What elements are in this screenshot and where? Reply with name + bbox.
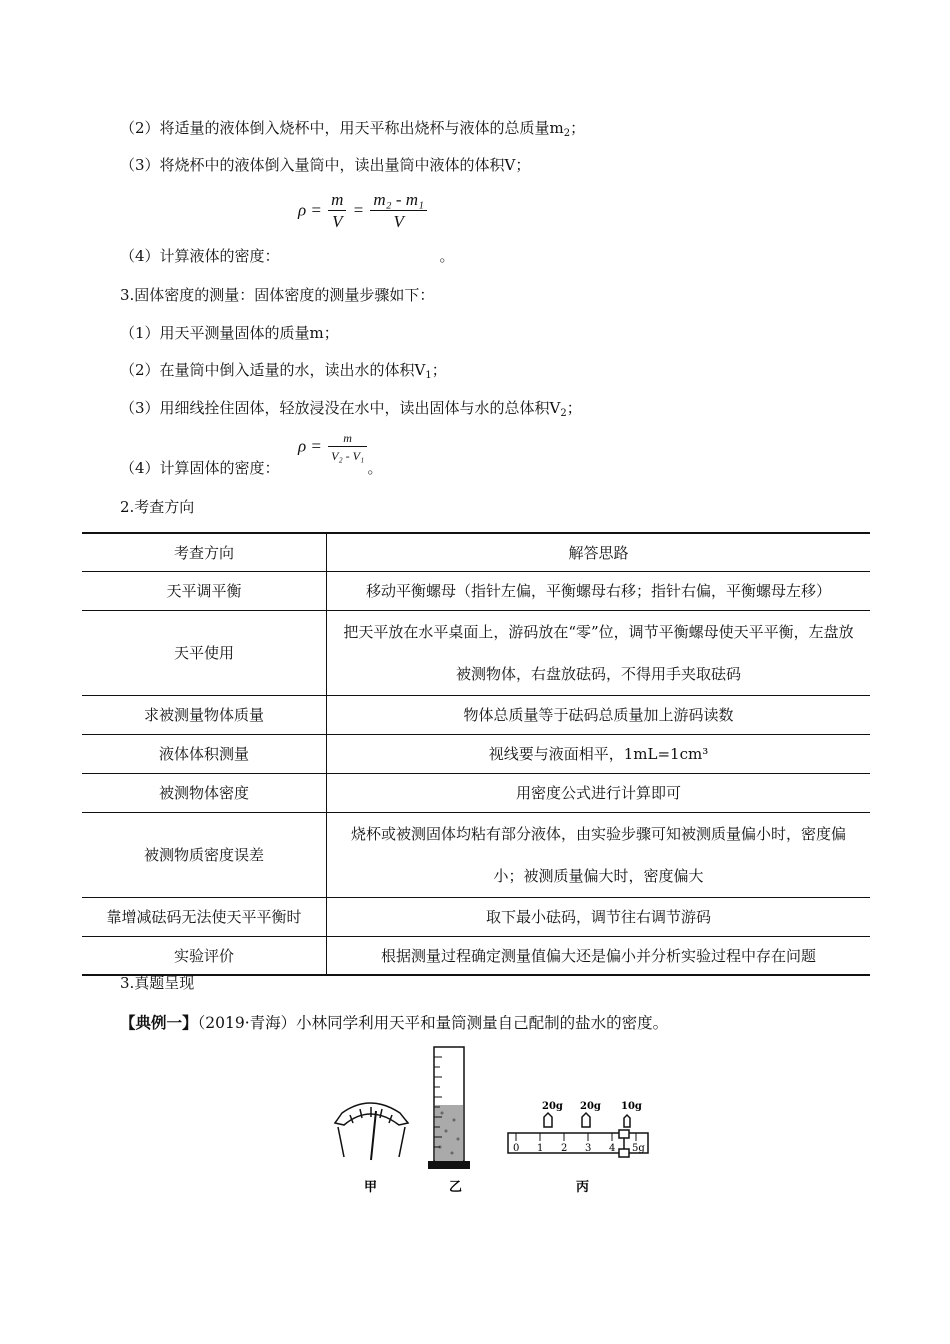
ruler-tick-label: 2 xyxy=(561,1143,568,1154)
table-header-row xyxy=(82,533,870,571)
direction-table xyxy=(82,532,870,976)
solid-step-4-end: 。 xyxy=(367,459,383,477)
weight-label: 20g xyxy=(580,1101,601,1112)
liquid-density-formula xyxy=(298,190,429,233)
solid-step-4 xyxy=(120,458,383,478)
liquid-step-4 xyxy=(120,246,455,266)
table-cell: 用密度公式进行计算即可 xyxy=(515,784,681,802)
liquid-step-2-text: （2）将适量的液体倒入烧杯中，用天平称出烧杯与液体的总质量 xyxy=(120,119,550,137)
label-bing: 丙 xyxy=(576,1180,590,1195)
liquid-step-2-var: m xyxy=(549,119,564,137)
liquid-step-3: （3）将烧杯中的液体倒入量筒中，读出量筒中液体的体积V； xyxy=(120,156,531,174)
fraction-numerator-3: m xyxy=(328,430,367,447)
ruler-tick-label: 4 xyxy=(609,1143,616,1154)
solid-step-3-text: （3）用细线拴住固体，轻放浸没在水中，读出固体与水的总体积V xyxy=(120,399,561,417)
table-row xyxy=(82,695,870,734)
solid-step-3-end: ； xyxy=(566,399,582,417)
fraction-numerator-2: m₂ - m₁ xyxy=(370,190,427,211)
fraction-numerator: m xyxy=(328,190,346,211)
table-row xyxy=(82,773,870,812)
real-heading: 3.真题呈现 xyxy=(120,974,195,992)
solid-step-2-sub: 1 xyxy=(425,370,432,381)
example-text: （2019·青海）小林同学利用天平和量筒测量自己配制的盐水的密度。 xyxy=(197,1014,669,1032)
solid-step-3 xyxy=(120,398,582,424)
ruler-tick-label: 1 xyxy=(537,1143,544,1154)
solid-step-4-text: （4）计算固体的密度： xyxy=(120,459,280,477)
liquid-step-4-end: 。 xyxy=(439,247,455,265)
direction-heading: 2.考查方向 xyxy=(120,498,195,516)
formula-rho-2: ρ = xyxy=(298,436,322,456)
table-row xyxy=(82,897,870,936)
table-cell: 被测物体密度 xyxy=(82,773,327,812)
liquid-step-4-text: （4）计算液体的密度： xyxy=(120,247,280,265)
fraction-denominator-3: V₂ - V₁ xyxy=(331,449,365,463)
weights-and-ruler-diagram xyxy=(508,1101,648,1157)
table-cell: 烧杯或被测固体均粘有部分液体，由实验步骤可知被测质量偏小时，密度偏小；被测质量偏大时，密度偏大 xyxy=(350,824,846,885)
fraction-mass-difference xyxy=(370,190,427,233)
table-cell: 天平调平衡 xyxy=(82,571,327,610)
solid-step-2 xyxy=(120,360,447,386)
table-cell: 实验评价 xyxy=(82,936,327,975)
solid-step-3-sub: 2 xyxy=(560,408,567,419)
table-cell: 视线要与液面相平，1mL=1cm³ xyxy=(488,745,709,763)
fraction-denominator-2: V xyxy=(393,212,404,231)
fraction-denominator: V xyxy=(332,212,343,231)
table-row xyxy=(82,936,870,975)
table-cell: 物体总质量等于砝码总质量加上游码读数 xyxy=(463,706,734,724)
ruler-tick-label: 3 xyxy=(585,1143,592,1154)
example-tag: 【典例一】 xyxy=(120,1013,198,1032)
liquid-step-2-end: ； xyxy=(570,119,586,137)
table-cell: 靠增减砝码无法使天平平衡时 xyxy=(82,897,327,936)
label-yi: 乙 xyxy=(449,1180,463,1195)
solid-step-2-text: （2）在量筒中倒入适量的水，读出水的体积V xyxy=(120,361,426,379)
table-cell: 液体体积测量 xyxy=(82,734,327,773)
experiment-figure xyxy=(330,1045,660,1195)
table-row xyxy=(82,812,870,897)
table-row xyxy=(82,610,870,695)
balance-pointer-diagram xyxy=(335,1103,408,1160)
fraction-m-over-v xyxy=(328,190,346,233)
table-header-cell: 解答思路 xyxy=(568,543,629,562)
label-jia: 甲 xyxy=(364,1180,378,1195)
formula-rho: ρ = xyxy=(298,200,322,220)
solid-heading: 3.固体密度的测量：固体密度的测量步骤如下： xyxy=(120,286,435,304)
table-cell: 把天平放在水平桌面上，游码放在“零”位，调节平衡螺母使天平平衡，左盘放被测物体，右盘放砝码，不得用手夹取砝码 xyxy=(343,622,854,683)
liquid-step-2 xyxy=(120,118,585,144)
table-cell: 天平使用 xyxy=(82,610,327,695)
liquid-step-2-sub: 2 xyxy=(563,128,571,139)
example-line xyxy=(120,1013,668,1033)
table-row xyxy=(82,734,870,773)
weight-label: 10g xyxy=(621,1101,642,1112)
formula-equals: = xyxy=(352,200,365,220)
table-row xyxy=(82,571,870,610)
ruler-tick-label: 5g xyxy=(632,1143,645,1154)
table-cell: 取下最小砝码，调节往右调节游码 xyxy=(485,908,711,926)
table-cell: 移动平衡螺母（指针左偏，平衡螺母右移；指针右偏，平衡螺母左移） xyxy=(365,582,831,600)
graduated-cylinder-diagram xyxy=(428,1047,470,1169)
weight-label: 20g xyxy=(542,1101,563,1112)
solid-step-1: （1）用天平测量固体的质量m； xyxy=(120,324,339,342)
ruler-tick-label: 0 xyxy=(513,1143,520,1154)
table-cell: 根据测量过程确定测量值偏大还是偏小并分析实验过程中存在问题 xyxy=(380,946,816,965)
table-cell: 求被测量物体质量 xyxy=(82,695,327,734)
table-cell: 被测物质密度误差 xyxy=(82,812,327,897)
table-header-cell: 考查方向 xyxy=(82,533,327,571)
solid-step-2-end: ； xyxy=(431,361,447,379)
